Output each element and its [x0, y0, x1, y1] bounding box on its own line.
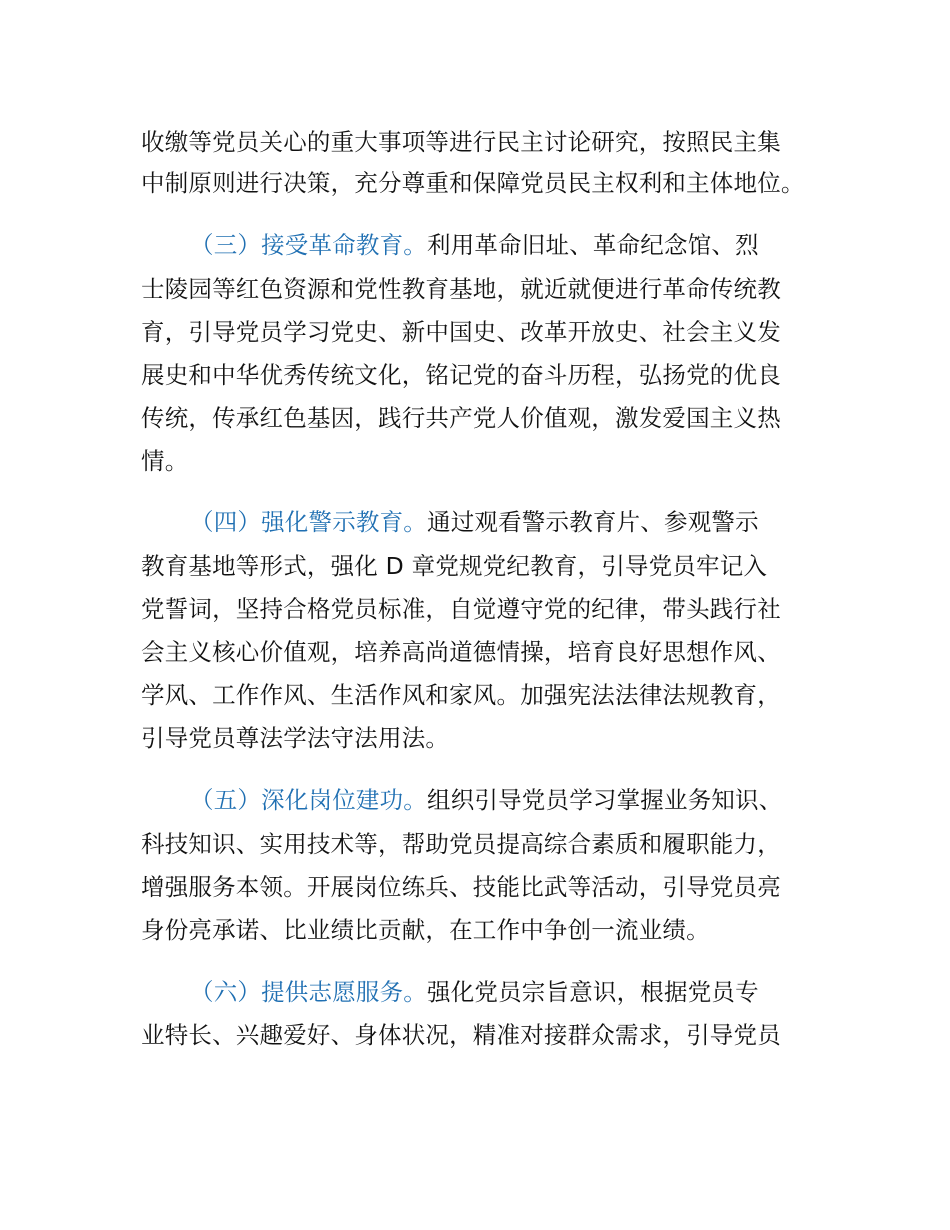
section-4-first-line — [190, 505, 880, 539]
section-6-first-line — [190, 975, 880, 1009]
section-5-line-3: 增强服务本领。开展岗位练兵、技能比武等活动，引导党员亮 — [141, 873, 781, 901]
section-5-line-2: 科技知识、实用技术等，帮助党员提高综合素质和履职能力， — [141, 830, 781, 858]
section-3-heading: （三）接受革命教育。 — [190, 231, 427, 259]
section-6-line-2: 业特长、兴趣爱好、身体状况，精准对接群众需求，引导党员 — [141, 1021, 781, 1049]
section-4-line-2: 教育基地等形式，强化 D 章党规党纪教育，引导党员牢记入 — [141, 552, 768, 580]
section-3-line-3: 育，引导党员学习党史、新中国史、改革开放史、社会主义发 — [141, 318, 781, 346]
section-5-first-line — [190, 783, 880, 817]
section-4-first-text: 通过观看警示教育片、参观警示 — [427, 508, 759, 536]
section-4-line-6: 引导党员尊法学法守法用法。 — [141, 724, 450, 752]
intro-line-1: 收缴等党员关心的重大事项等进行民主讨论研究，按照民主集 — [141, 128, 781, 156]
section-3-line-4: 展史和中华优秀传统文化，铭记党的奋斗历程，弘扬党的优良 — [141, 361, 781, 389]
section-6-first-text: 强化党员宗旨意识，根据党员专 — [427, 978, 759, 1006]
section-3-first-line — [190, 228, 880, 262]
section-6-heading: （六）提供志愿服务。 — [190, 978, 427, 1006]
section-4-heading: （四）强化警示教育。 — [190, 508, 427, 536]
section-4-line-4: 会主义核心价值观，培养高尚道德情操，培育良好思想作风、 — [141, 638, 781, 666]
intro-line-2: 中制原则进行决策，充分尊重和保障党员民主权利和主体地位。 — [141, 169, 805, 197]
section-3-first-text: 利用革命旧址、革命纪念馆、烈 — [427, 231, 759, 259]
section-3-line-2: 士陵园等红色资源和党性教育基地，就近就便进行革命传统教 — [141, 275, 781, 303]
section-4-line-3: 党誓词，坚持合格党员标准，自觉遵守党的纪律，带头践行社 — [141, 595, 781, 623]
section-3-line-6: 情。 — [141, 447, 189, 475]
section-4-line-5: 学风、工作作风、生活作风和家风。加强宪法法律法规教育， — [141, 681, 781, 709]
section-5-line-4: 身份亮承诺、比业绩比贡献，在工作中争创一流业绩。 — [141, 916, 710, 944]
section-5-heading: （五）深化岗位建功。 — [190, 786, 427, 814]
section-5-first-text: 组织引导党员学习掌握业务知识、 — [427, 786, 783, 814]
section-3-line-5: 传统，传承红色基因，践行共产党人价值观，激发爱国主义热 — [141, 404, 781, 432]
